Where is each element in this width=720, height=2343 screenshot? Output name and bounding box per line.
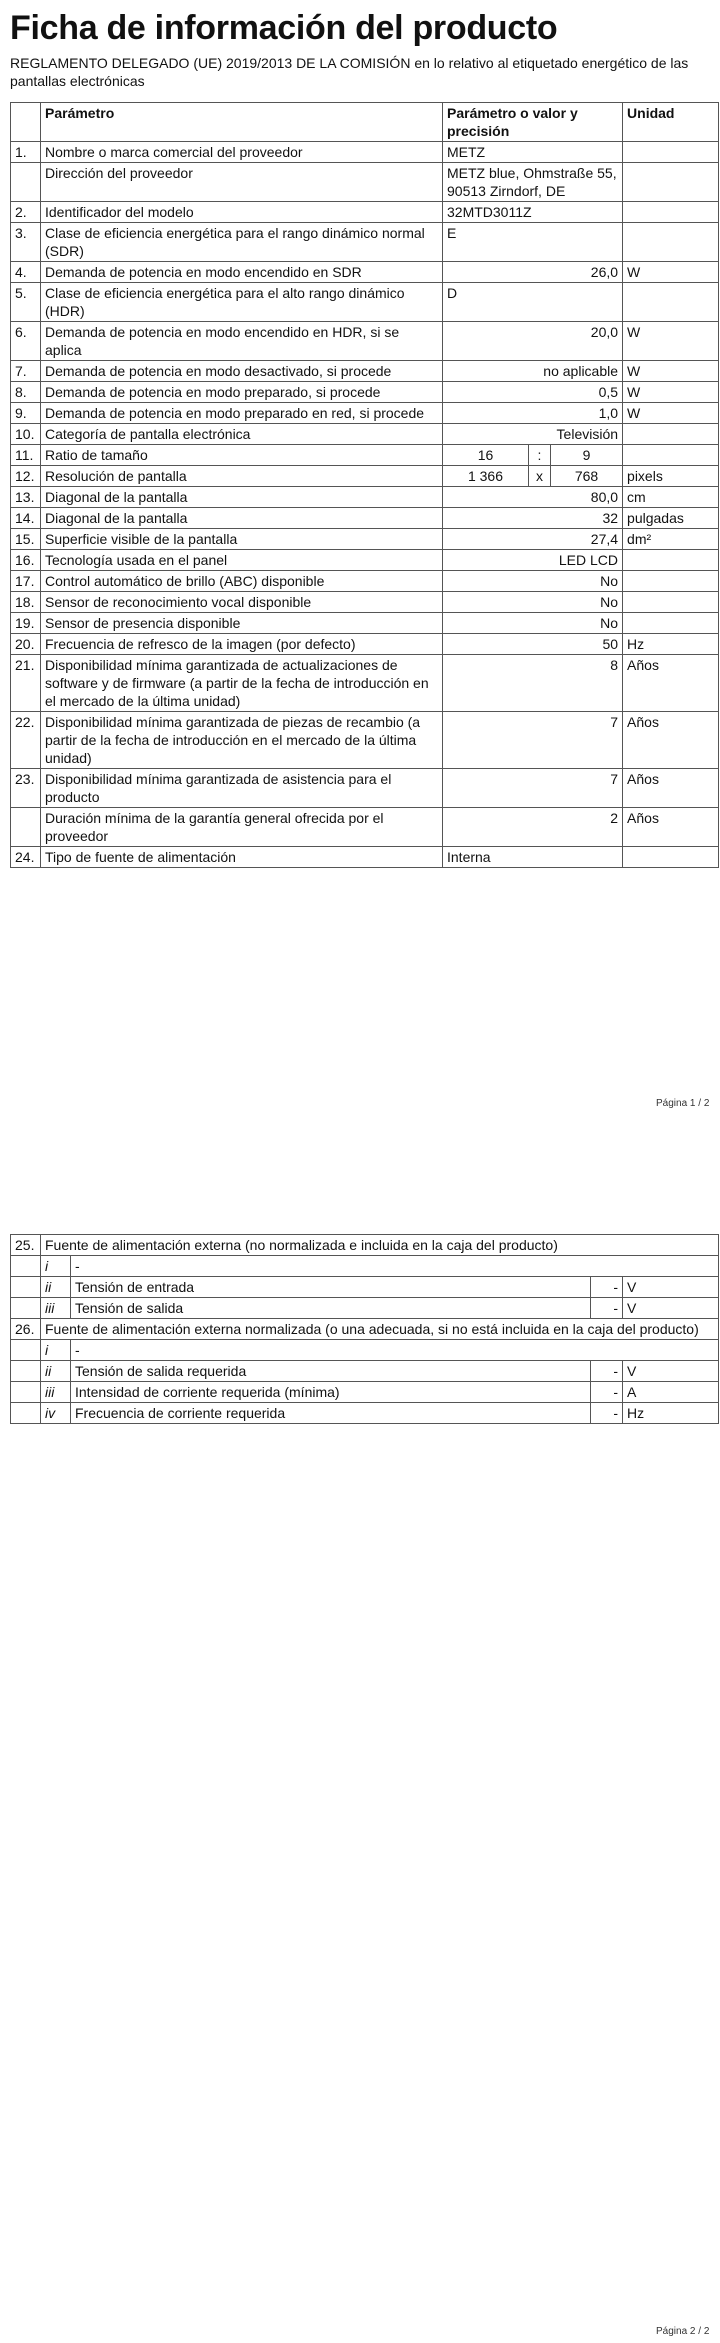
regulation-subtitle: REGLAMENTO DELEGADO (UE) 2019/2013 DE LA COMISIÓN en lo relativo al etiquetado energético de las pantallas electrónicas	[10, 55, 689, 89]
table-row	[11, 142, 719, 163]
row-parameter: Identificador del modelo	[41, 202, 443, 223]
table-row	[11, 592, 719, 613]
resolution-width: 1 366	[443, 466, 529, 487]
sub-roman: ii	[41, 1361, 71, 1382]
row-number: 14.	[11, 508, 41, 529]
row-parameter: Superficie visible de la pantalla	[41, 529, 443, 550]
table-row	[11, 613, 719, 634]
sub-value: -	[591, 1382, 623, 1403]
row-number: 17.	[11, 571, 41, 592]
row-unit: W	[623, 262, 719, 283]
row-parameter: Demanda de potencia en modo preparado en red, si procede	[41, 403, 443, 424]
sub-row	[11, 1382, 719, 1403]
sub-label: Tensión de salida	[71, 1298, 591, 1319]
row-number: 26.	[11, 1319, 41, 1340]
table-row	[11, 223, 719, 262]
row-value: 80,0	[443, 487, 623, 508]
ratio-width: 16	[443, 445, 529, 466]
section-title: Fuente de alimentación externa normalizada (o una adecuada, si no está incluida en la caja del producto)	[41, 1319, 719, 1340]
row-parameter: Sensor de reconocimiento vocal disponible	[41, 592, 443, 613]
page-number: Página 2 / 2	[656, 2326, 710, 2337]
row-value: No	[443, 571, 623, 592]
sub-row	[11, 1298, 719, 1319]
sub-value: -	[591, 1298, 623, 1319]
row-number: 1.	[11, 142, 41, 163]
row-value: 20,0	[443, 322, 623, 361]
row-parameter: Dirección del proveedor	[41, 163, 443, 202]
row-value: 7	[443, 769, 623, 808]
sub-value: -	[591, 1361, 623, 1382]
row-value: Interna	[443, 847, 623, 868]
sub-row	[11, 1361, 719, 1382]
row-number: 23.	[11, 769, 41, 808]
sub-unit: V	[623, 1361, 719, 1382]
row-value: LED LCD	[443, 550, 623, 571]
header-parameter: Parámetro	[41, 103, 443, 142]
sub-label: -	[71, 1256, 719, 1277]
table-row	[11, 847, 719, 868]
row-unit: pixels	[623, 466, 719, 487]
row-number: 19.	[11, 613, 41, 634]
sub-row	[11, 1340, 719, 1361]
sub-unit: V	[623, 1298, 719, 1319]
product-info-table	[10, 102, 719, 868]
row-parameter: Nombre o marca comercial del proveedor	[41, 142, 443, 163]
row-parameter: Tecnología usada en el panel	[41, 550, 443, 571]
row-parameter: Diagonal de la pantalla	[41, 487, 443, 508]
table-header-row	[11, 103, 719, 142]
row-parameter: Frecuencia de refresco de la imagen (por defecto)	[41, 634, 443, 655]
row-number: 22.	[11, 712, 41, 769]
sub-label: Frecuencia de corriente requerida	[71, 1403, 591, 1424]
row-value: 32MTD3011Z	[443, 202, 623, 223]
sub-label: Tensión de entrada	[71, 1277, 591, 1298]
row-value: D	[443, 283, 623, 322]
sub-row	[11, 1403, 719, 1424]
table-row	[11, 712, 719, 769]
row-number: 21.	[11, 655, 41, 712]
row-number: 15.	[11, 529, 41, 550]
sub-row	[11, 1277, 719, 1298]
page-title: Ficha de información del producto	[10, 9, 558, 47]
resolution-separator: x	[529, 466, 551, 487]
power-supply-table	[10, 1234, 719, 1424]
row-value: 50	[443, 634, 623, 655]
sub-value: -	[591, 1277, 623, 1298]
row-number: 3.	[11, 223, 41, 262]
row-unit: Años	[623, 655, 719, 712]
row-number: 11.	[11, 445, 41, 466]
row-unit: Años	[623, 712, 719, 769]
row-parameter: Ratio de tamaño	[41, 445, 443, 466]
sub-unit: A	[623, 1382, 719, 1403]
row-unit: Años	[623, 808, 719, 847]
row-value: 7	[443, 712, 623, 769]
table-row	[11, 550, 719, 571]
row-number: 8.	[11, 382, 41, 403]
row-value: METZ blue, Ohmstraße 55, 90513 Zirndorf, DE	[443, 163, 623, 202]
row-number: 2.	[11, 202, 41, 223]
sub-label: -	[71, 1340, 719, 1361]
row-number: 24.	[11, 847, 41, 868]
row-parameter: Demanda de potencia en modo preparado, si procede	[41, 382, 443, 403]
sub-roman: iii	[41, 1298, 71, 1319]
row-value: 32	[443, 508, 623, 529]
row-unit: Hz	[623, 634, 719, 655]
table-row	[11, 262, 719, 283]
table-row	[11, 808, 719, 847]
row-value: no aplicable	[443, 361, 623, 382]
sub-label: Tensión de salida requerida	[71, 1361, 591, 1382]
row-parameter: Demanda de potencia en modo encendido en HDR, si se aplica	[41, 322, 443, 361]
row-unit: cm	[623, 487, 719, 508]
row-number: 25.	[11, 1235, 41, 1256]
row-parameter: Resolución de pantalla	[41, 466, 443, 487]
sub-roman: ii	[41, 1277, 71, 1298]
sub-row	[11, 1256, 719, 1277]
row-parameter: Diagonal de la pantalla	[41, 508, 443, 529]
row-unit: W	[623, 382, 719, 403]
table-row	[11, 202, 719, 223]
table-row	[11, 445, 719, 466]
table-row	[11, 571, 719, 592]
table-row	[11, 361, 719, 382]
row-value: 27,4	[443, 529, 623, 550]
row-number: 13.	[11, 487, 41, 508]
header-value: Parámetro o valor y precisión	[443, 103, 623, 142]
row-number: 12.	[11, 466, 41, 487]
row-parameter: Disponibilidad mínima garantizada de piezas de recambio (a partir de la fecha de introducción en el mercado de la última unidad)	[41, 712, 443, 769]
table-row	[11, 424, 719, 445]
table-row	[11, 322, 719, 361]
row-number: 10.	[11, 424, 41, 445]
sub-value: -	[591, 1403, 623, 1424]
row-parameter: Demanda de potencia en modo desactivado, si procede	[41, 361, 443, 382]
header-unit: Unidad	[623, 103, 719, 142]
row-value: Televisión	[443, 424, 623, 445]
row-parameter: Duración mínima de la garantía general ofrecida por el proveedor	[41, 808, 443, 847]
row-number: 4.	[11, 262, 41, 283]
table-row	[11, 466, 719, 487]
row-unit: Años	[623, 769, 719, 808]
sub-roman: iii	[41, 1382, 71, 1403]
row-number: 5.	[11, 283, 41, 322]
sub-roman: i	[41, 1340, 71, 1361]
table-row	[11, 283, 719, 322]
sub-unit: V	[623, 1277, 719, 1298]
section-title: Fuente de alimentación externa (no normalizada e incluida en la caja del producto)	[41, 1235, 719, 1256]
resolution-height: 768	[551, 466, 623, 487]
page-number: Página 1 / 2	[656, 1098, 710, 1109]
row-parameter: Control automático de brillo (ABC) disponible	[41, 571, 443, 592]
table-row	[11, 529, 719, 550]
row-number: 16.	[11, 550, 41, 571]
sub-label: Intensidad de corriente requerida (mínima)	[71, 1382, 591, 1403]
row-unit: dm²	[623, 529, 719, 550]
ratio-height: 9	[551, 445, 623, 466]
table-row	[11, 163, 719, 202]
row-number: 6.	[11, 322, 41, 361]
row-number: 9.	[11, 403, 41, 424]
row-unit: W	[623, 403, 719, 424]
table-row	[11, 403, 719, 424]
row-parameter: Sensor de presencia disponible	[41, 613, 443, 634]
sub-roman: i	[41, 1256, 71, 1277]
sub-roman: iv	[41, 1403, 71, 1424]
row-value: No	[443, 592, 623, 613]
table-row	[11, 382, 719, 403]
table-row	[11, 508, 719, 529]
table-row	[11, 1319, 719, 1340]
row-parameter: Clase de eficiencia energética para el alto rango dinámico (HDR)	[41, 283, 443, 322]
ratio-separator: :	[529, 445, 551, 466]
row-parameter: Disponibilidad mínima garantizada de asistencia para el producto	[41, 769, 443, 808]
row-parameter: Demanda de potencia en modo encendido en SDR	[41, 262, 443, 283]
row-value: METZ	[443, 142, 623, 163]
row-parameter: Disponibilidad mínima garantizada de actualizaciones de software y de firmware (a partir de la fecha de introducción en el mercado de la última unidad)	[41, 655, 443, 712]
row-number: 7.	[11, 361, 41, 382]
row-parameter: Categoría de pantalla electrónica	[41, 424, 443, 445]
row-value: 1,0	[443, 403, 623, 424]
row-value: 0,5	[443, 382, 623, 403]
row-unit: W	[623, 361, 719, 382]
table-row	[11, 487, 719, 508]
row-number: 18.	[11, 592, 41, 613]
row-value: 26,0	[443, 262, 623, 283]
row-value: No	[443, 613, 623, 634]
row-value: 2	[443, 808, 623, 847]
row-unit: pulgadas	[623, 508, 719, 529]
sub-unit: Hz	[623, 1403, 719, 1424]
row-parameter: Clase de eficiencia energética para el rango dinámico normal (SDR)	[41, 223, 443, 262]
row-unit: W	[623, 322, 719, 361]
row-parameter: Tipo de fuente de alimentación	[41, 847, 443, 868]
row-value: 8	[443, 655, 623, 712]
row-number: 20.	[11, 634, 41, 655]
row-value: E	[443, 223, 623, 262]
table-row	[11, 655, 719, 712]
table-row	[11, 1235, 719, 1256]
table-row	[11, 769, 719, 808]
table-row	[11, 634, 719, 655]
